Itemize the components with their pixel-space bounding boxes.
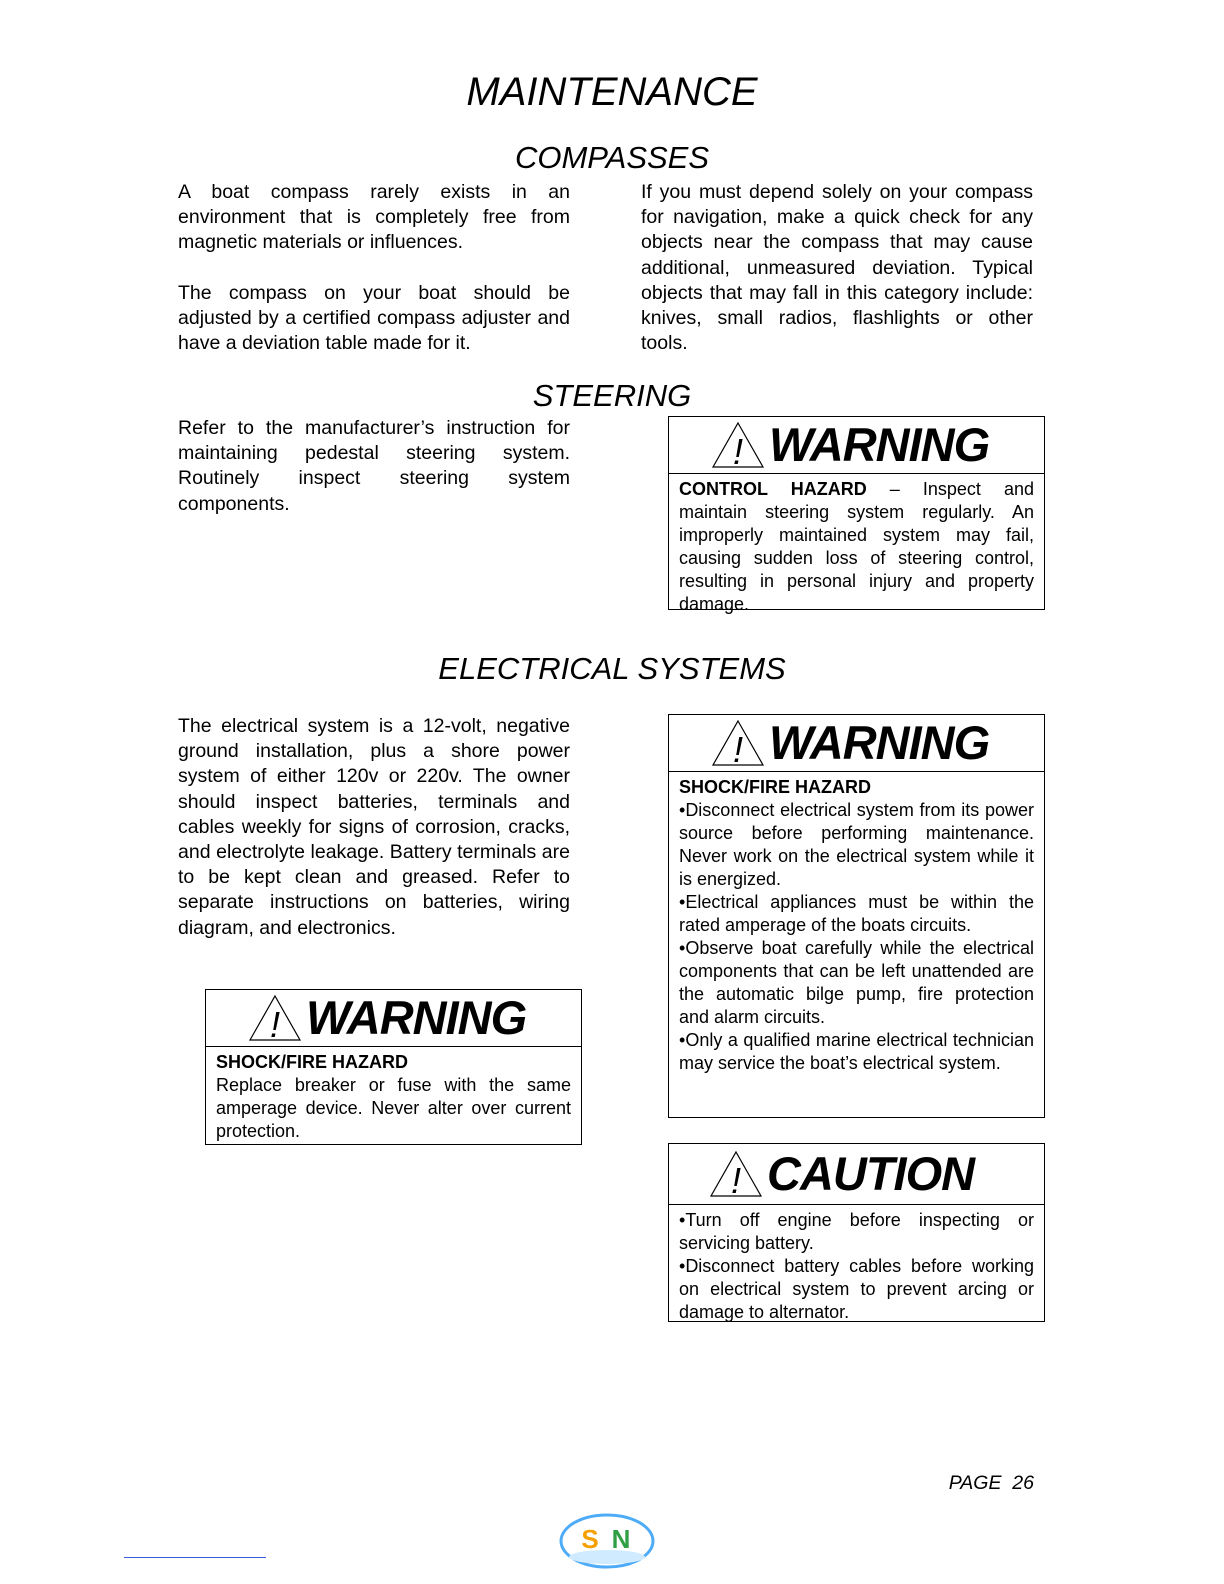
svg-text:!: !	[269, 1004, 281, 1042]
hazard-title: SHOCK/FIRE HAZARD	[679, 777, 871, 797]
compasses-paragraph-2: The compass on your boat should be adjusted by a certified compass adjuster and have a deviation table made for it.	[178, 281, 570, 355]
warning-triangle-icon	[711, 719, 765, 767]
hazard-text: Replace breaker or fuse with the same amperage device. Never alter over current protection.	[216, 1075, 571, 1141]
electrical-warning-left-box	[205, 989, 582, 1145]
warning-signal-word: WARNING	[769, 716, 990, 769]
caution-signal-word: CAUTION	[767, 1147, 975, 1200]
svg-text:!: !	[732, 729, 744, 767]
hazard-title: SHOCK/FIRE HAZARD	[216, 1052, 408, 1072]
steering-text: Refer to the manufacturer’s instruction for maintaining pedestal steering system. Routinely inspect steering system components.	[178, 417, 570, 515]
caution-triangle-icon	[709, 1150, 763, 1198]
list-item: • Electrical appliances must be within the rated amperage of the boats circuits.	[679, 891, 1034, 937]
list-item: • Only a qualified marine electrical technician may service the boat’s electrical system.	[679, 1029, 1034, 1075]
logo-letter-s: S	[581, 1524, 599, 1554]
electrical-warning-right-box	[668, 714, 1045, 1118]
page-number: PAGE 26	[948, 1472, 1034, 1494]
warning-triangle-icon	[711, 421, 765, 469]
section-heading-electrical: ELECTRICAL SYSTEMS	[438, 651, 786, 686]
warning-header	[669, 417, 1044, 474]
compasses-paragraph-3: If you must depend solely on your compass for navigation, make a quick check for any objects near the compass that may cause additional, unmeasured deviation. Typical objects that may fall in this category include: knives, small radios, flashlights or other tools.	[641, 181, 1033, 355]
logo-letter-n: N	[611, 1524, 631, 1554]
steering-warning-box	[668, 416, 1045, 614]
footer-rule	[124, 1557, 266, 1558]
electrical-text: The electrical system is a 12-volt, negative ground installation, plus a shore power system of either 120v or 220v. The owner should inspect batteries, terminals and cables weekly for signs of corrosion, cracks, and electrolyte leakage. Battery terminals are to be kept clean and greased. Refer to separate instructions on batteries, wiring diagram, and electronics.	[178, 715, 570, 939]
caution-body	[669, 1205, 1044, 1324]
caution-header	[669, 1144, 1044, 1205]
list-item: • Disconnect electrical system from its power source before performing maintenance. Never work on the electrical system while it is energized.	[679, 799, 1034, 891]
list-item: • Turn off engine before inspecting or servicing battery.	[679, 1209, 1034, 1255]
hazard-title: CONTROL HAZARD	[679, 479, 867, 499]
compasses-paragraph-1: A boat compass rarely exists in an environment that is completely free from magnetic materials or influences.	[178, 181, 570, 254]
electrical-paragraph	[178, 714, 570, 941]
warning-header	[669, 715, 1044, 772]
warning-body	[669, 772, 1044, 1075]
section-heading-steering: STEERING	[532, 378, 692, 413]
electrical-caution-box	[668, 1143, 1045, 1322]
steering-paragraph	[178, 416, 570, 517]
svg-text:!: !	[732, 431, 744, 469]
warning-body	[669, 474, 1044, 616]
section-heading-compasses: COMPASSES	[514, 140, 710, 175]
svg-text:!: !	[730, 1160, 742, 1198]
list-item: • Observe boat carefully while the electrical components that can be left unattended are the automatic bilge pump, fire protection and alarm circuits.	[679, 937, 1034, 1029]
page-title: MAINTENANCE	[466, 70, 758, 114]
hazard-text: – Inspect and maintain steering system regularly. An improperly maintained system may fail, causing sudden loss of steering control, resulting in personal injury and property damage.	[679, 479, 1034, 614]
warning-triangle-icon	[248, 994, 302, 1042]
warning-body	[206, 1047, 581, 1143]
compasses-left-column	[178, 180, 570, 356]
sn-logo	[558, 1512, 656, 1570]
warning-signal-word: WARNING	[769, 418, 990, 471]
compasses-right-column	[641, 180, 1033, 356]
list-item: • Disconnect battery cables before working on electrical system to prevent arcing or damage to alternator.	[679, 1255, 1034, 1324]
warning-header	[206, 990, 581, 1047]
warning-signal-word: WARNING	[306, 991, 527, 1044]
